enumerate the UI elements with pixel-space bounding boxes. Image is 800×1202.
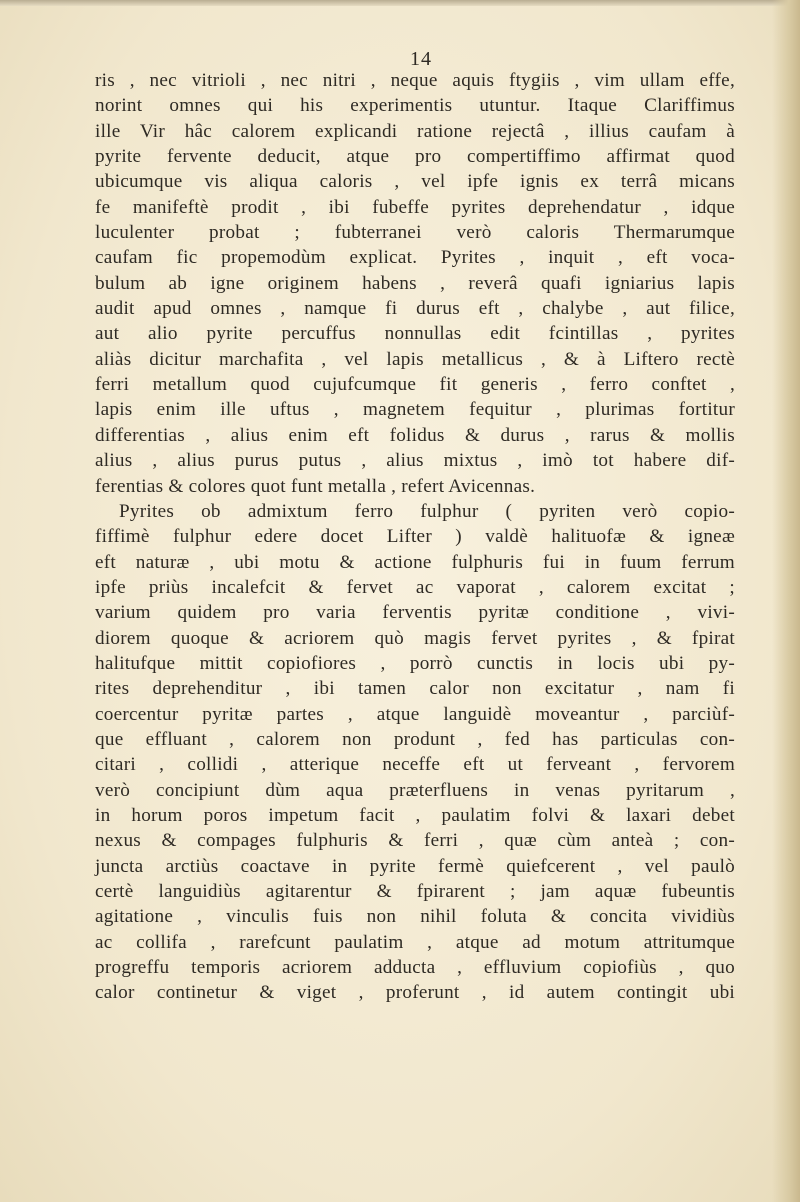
text-line: in horum poros impetum facit , paulatim folvi & laxari debet — [95, 804, 735, 826]
text-line: agitatione , vinculis fuis non nihil foluta & concita vividiùs — [95, 906, 735, 928]
page-edge-shadow — [772, 0, 800, 1202]
text-line: audit apud omnes , namque fi durus eft , chalybe , aut filice, — [95, 298, 735, 320]
text-line: citari , collidi , atterique neceffe eft ut ferveant , fervorem — [95, 754, 735, 776]
text-line: luculenter probat ; fubterranei verò caloris Thermarumque — [95, 222, 735, 244]
text-line: lapis enim ille uftus , magnetem fequitur , plurimas fortitur — [95, 399, 735, 421]
text-line: fe manifeftè prodit , ibi fubeffe pyrites deprehendatur , idque — [95, 196, 735, 218]
text-line: ille Vir hâc calorem explicandi ratione rejectâ , illius caufam à — [95, 120, 735, 142]
text-line: pyrite fervente deducit, atque pro compertiffimo affirmat quod — [95, 146, 735, 168]
text-line: ferri metallum quod cujufcumque fit generis , ferro conftet , — [95, 374, 735, 396]
text-line: ris , nec vitrioli , nec nitri , neque aquis ftygiis , vim ullam effe, — [95, 70, 735, 91]
text-line: halitufque mittit copiofiores , porrò cunctis in locis ubi py- — [95, 652, 735, 674]
text-line: ubicumque vis aliqua caloris , vel ipfe ignis ex terrâ micans — [95, 171, 735, 193]
text-line: fiffimè fulphur edere docet Lifter ) valdè halituofæ & igneæ — [95, 526, 735, 548]
text-line: differentias , alius enim eft folidus & durus , rarus & mollis — [95, 424, 735, 446]
text-line: coercentur pyritæ partes , atque languidè moveantur , parciùf- — [95, 703, 735, 725]
text-line: calor continetur & viget , proferunt , id autem contingit ubi — [95, 982, 735, 1004]
text-line: ipfe priùs incalefcit & fervet ac vaporat , calorem excitat ; — [95, 576, 735, 598]
text-line: alius , alius purus putus , alius mixtus , imò tot habere dif- — [95, 450, 735, 472]
text-line: ferentias & colores quot funt metalla , refert Avicennas. — [95, 475, 536, 497]
text-line: nexus & compages fulphuris & ferri , quæ cùm anteà ; con- — [95, 830, 735, 852]
text-line: aut alio pyrite percuffus nonnullas edit fcintillas , pyrites — [95, 323, 735, 345]
text-line: eft naturæ , ubi motu & actione fulphuris fui in fuum ferrum — [95, 551, 735, 573]
text-line: bulum ab igne originem habens , reverâ quafi igniarius lapis — [95, 272, 735, 294]
text-line: verò concipiunt dùm aqua præterfluens in venas pyritarum , — [95, 779, 735, 801]
text-line: aliàs dicitur marchafita , vel lapis metallicus , & à Liftero rectè — [95, 348, 735, 370]
page-number: 14 — [410, 48, 432, 70]
text-line: varium quidem pro varia ferventis pyritæ conditione , vivi- — [95, 602, 735, 624]
text-line: juncta arctiùs coactave in pyrite fermè quiefcerent , vel paulò — [95, 855, 735, 877]
paragraph — [95, 499, 735, 1006]
text-line: caufam fic propemodùm explicat. Pyrites , inquit , eft voca- — [95, 247, 735, 269]
text-line: certè languidiùs agitarentur & fpirarent ; jam aquæ fubeuntis — [95, 881, 735, 902]
body-text — [95, 68, 735, 1006]
text-line: Pyrites ob admixtum ferro fulphur ( pyriten verò copio- — [119, 500, 735, 522]
text-line: diorem quoque & acriorem quò magis fervet pyrites , & fpirat — [95, 627, 735, 649]
text-line: ac collifa , rarefcunt paulatim , atque ad motum attritumque — [95, 931, 735, 953]
top-edge-shadow — [0, 0, 800, 6]
text-line: progreffu temporis acriorem adducta , effluvium copiofiùs , quo — [95, 957, 735, 979]
text-line: norint omnes qui his experimentis utuntur. Itaque Clariffimus — [95, 95, 735, 117]
paragraph — [95, 68, 735, 499]
text-line: que effluant , calorem non produnt , fed has particulas con- — [95, 728, 735, 750]
text-line: rites deprehenditur , ibi tamen calor non excitatur , nam fi — [95, 678, 735, 700]
